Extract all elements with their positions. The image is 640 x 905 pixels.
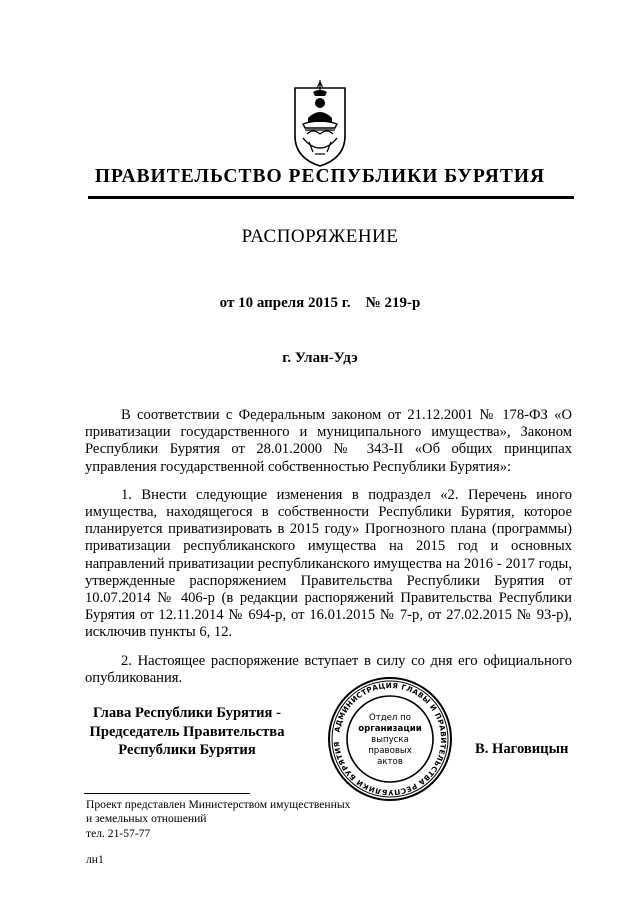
footnote-line: тел. 21-57-77: [86, 826, 151, 840]
signatory-position-line: Председатель Правительства: [89, 723, 285, 740]
date-number-text: от 10 апреля 2015 г. № 219-р: [219, 295, 421, 311]
stamp-ring-text: АДМИНИСТРАЦИЯ ГЛАВЫ И ПРАВИТЕЛЬСТВА РЕСПУБЛИКИ БУРЯТИЯ: [331, 680, 449, 798]
signatory-position-line: Глава Республики Бурятия -: [93, 705, 281, 721]
footnote-divider: [84, 793, 250, 794]
stamp-line: правовых: [368, 746, 412, 756]
signatory-name: В. Наговицын: [475, 741, 569, 757]
government-title: ПРАВИТЕЛЬСТВО РЕСПУБЛИКИ БУРЯТИЯ: [94, 166, 546, 187]
city-line: г. Улан-Удэ: [282, 350, 358, 366]
stamp-line: Отдел по: [368, 713, 412, 723]
coat-of-arms-emblem: [291, 78, 349, 168]
stamp-line: организации: [358, 724, 422, 734]
stamp-line: актов: [377, 757, 403, 767]
signatory-position-line: Республики Бурятия: [118, 742, 256, 758]
document-body: [85, 407, 572, 698]
clause-1-paragraph: 1. Внести следующие изменения в подраздел «2. Перечень иного имущества, находящегося в собственности Республики Бурятия, которое планируется приватизировать в 2015 году» Прогнозного плана (программы) приватизации республиканского имущества на 2015 год и основных направлений приватизации республиканского имущества на 2016 - 2017 годы, утвержденные распоряжением Правительства Республики Бурятия от 10.07.2014 № 406-р (в редакции распоряжений Правительства Республики Бурятия от 12.11.2014 № 694-р, от 16.01.2015 № 7-р, от 27.02.2015 № 93-р), исключив пункты 6, 12.: [85, 486, 572, 641]
clause-2-paragraph: 2. Настоящее распоряжение вступает в силу со дня его официального опубликования.: [85, 652, 572, 686]
document-code: лн1: [86, 853, 104, 866]
header-divider: [88, 196, 574, 199]
stamp-line: выпуска: [371, 735, 409, 745]
signatory-position: [80, 704, 294, 760]
official-stamp: [327, 676, 453, 802]
footnote-line: и земельных отношений: [86, 812, 207, 826]
date-number-line: [0, 295, 640, 312]
document-type: РАСПОРЯЖЕНИЕ: [241, 226, 399, 247]
footnote-line: Проект представлен Министерством имущественных: [86, 798, 351, 811]
footnote: [86, 798, 406, 841]
preamble-paragraph: В соответствии с Федеральным законом от 21.12.2001 № 178-ФЗ «О приватизации государственного и муниципального имущества», Законом Республики Бурятия от 28.01.2000 № 343-II «Об общих принципах управления государственной собственностью Республики Бурятия»:: [85, 407, 572, 475]
